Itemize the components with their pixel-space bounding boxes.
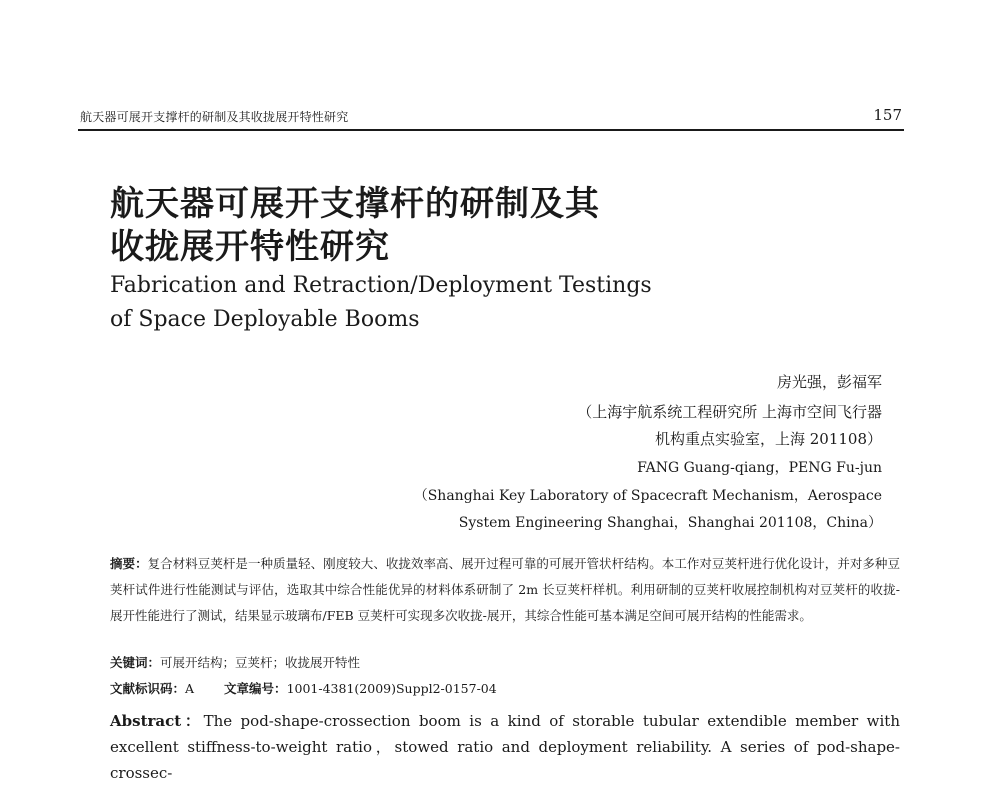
affiliation-cn-line1: （上海宇航系统工程研究所 上海市空间飞行器: [577, 403, 882, 421]
abstract-en-label: Abstract：: [110, 712, 204, 730]
title-en-line1: Fabrication and Retraction/Deployment Testings: [110, 273, 652, 298]
article-no-label: 文章编号：: [224, 681, 287, 696]
abstract-cn-text: 复合材料豆荚杆是一种质量轻、刚度较大、收拢效率高、展开过程可靠的可展开管状杆结构。本工作对豆荚杆进行优化设计，并对多种豆荚杆试件进行性能测试与评估，选取其中综合性能优异的材料体系研制了 2m 长豆荚杆样机。利用研制的豆荚杆收展控制机构对豆荚杆的收拢-展开性能进行了测试，结果显示玻璃布/FEB 豆荚杆可实现多次收拢-展开，其综合性能可基本满足空间可展开结构的性能需求。: [110, 556, 900, 623]
keywords-label: 关键词：: [110, 655, 161, 670]
abstract-en-text: The pod-shape-crossection boom is a kind of storable tubular extendible member with excellent stiffness-to-weight ratio，stowed ratio and deployment reliability. A series of pod-shape-crossec-: [110, 712, 900, 782]
doc-code-label: 文献标识码：: [110, 681, 186, 696]
title-cn-line1: 航天器可展开支撑杆的研制及其: [110, 184, 600, 224]
abstract-cn: [110, 551, 900, 629]
running-header: [80, 106, 902, 128]
header-rule: [78, 129, 904, 131]
authors-cn: 房光强，彭福军: [776, 373, 882, 391]
abstract-en: [110, 708, 900, 786]
running-title: 航天器可展开支撑杆的研制及其收拢展开特性研究: [80, 110, 349, 124]
affiliation-en-line2: System Engineering Shanghai，Shanghai 201108，China）: [458, 515, 882, 531]
abstract-cn-label: 摘要：: [110, 556, 148, 571]
title-cn-line2: 收拢展开特性研究: [110, 227, 390, 267]
keywords-text: 可展开结构；豆荚杆；收拢展开特性: [160, 655, 361, 670]
doc-code-value: A: [185, 681, 195, 696]
codes-line: [110, 679, 497, 697]
page-number: 157: [873, 106, 902, 124]
keywords-line: [110, 653, 360, 671]
title-en-line2: of Space Deployable Booms: [110, 307, 420, 332]
affiliation-cn-line2: 机构重点实验室，上海 201108）: [654, 430, 882, 448]
authors-en: FANG Guang-qiang，PENG Fu-jun: [637, 460, 882, 476]
affiliation-en-line1: （Shanghai Key Laboratory of Spacecraft Mechanism，Aerospace: [413, 488, 882, 504]
article-no-value: 1001-4381(2009)Suppl2-0157-04: [286, 681, 497, 696]
